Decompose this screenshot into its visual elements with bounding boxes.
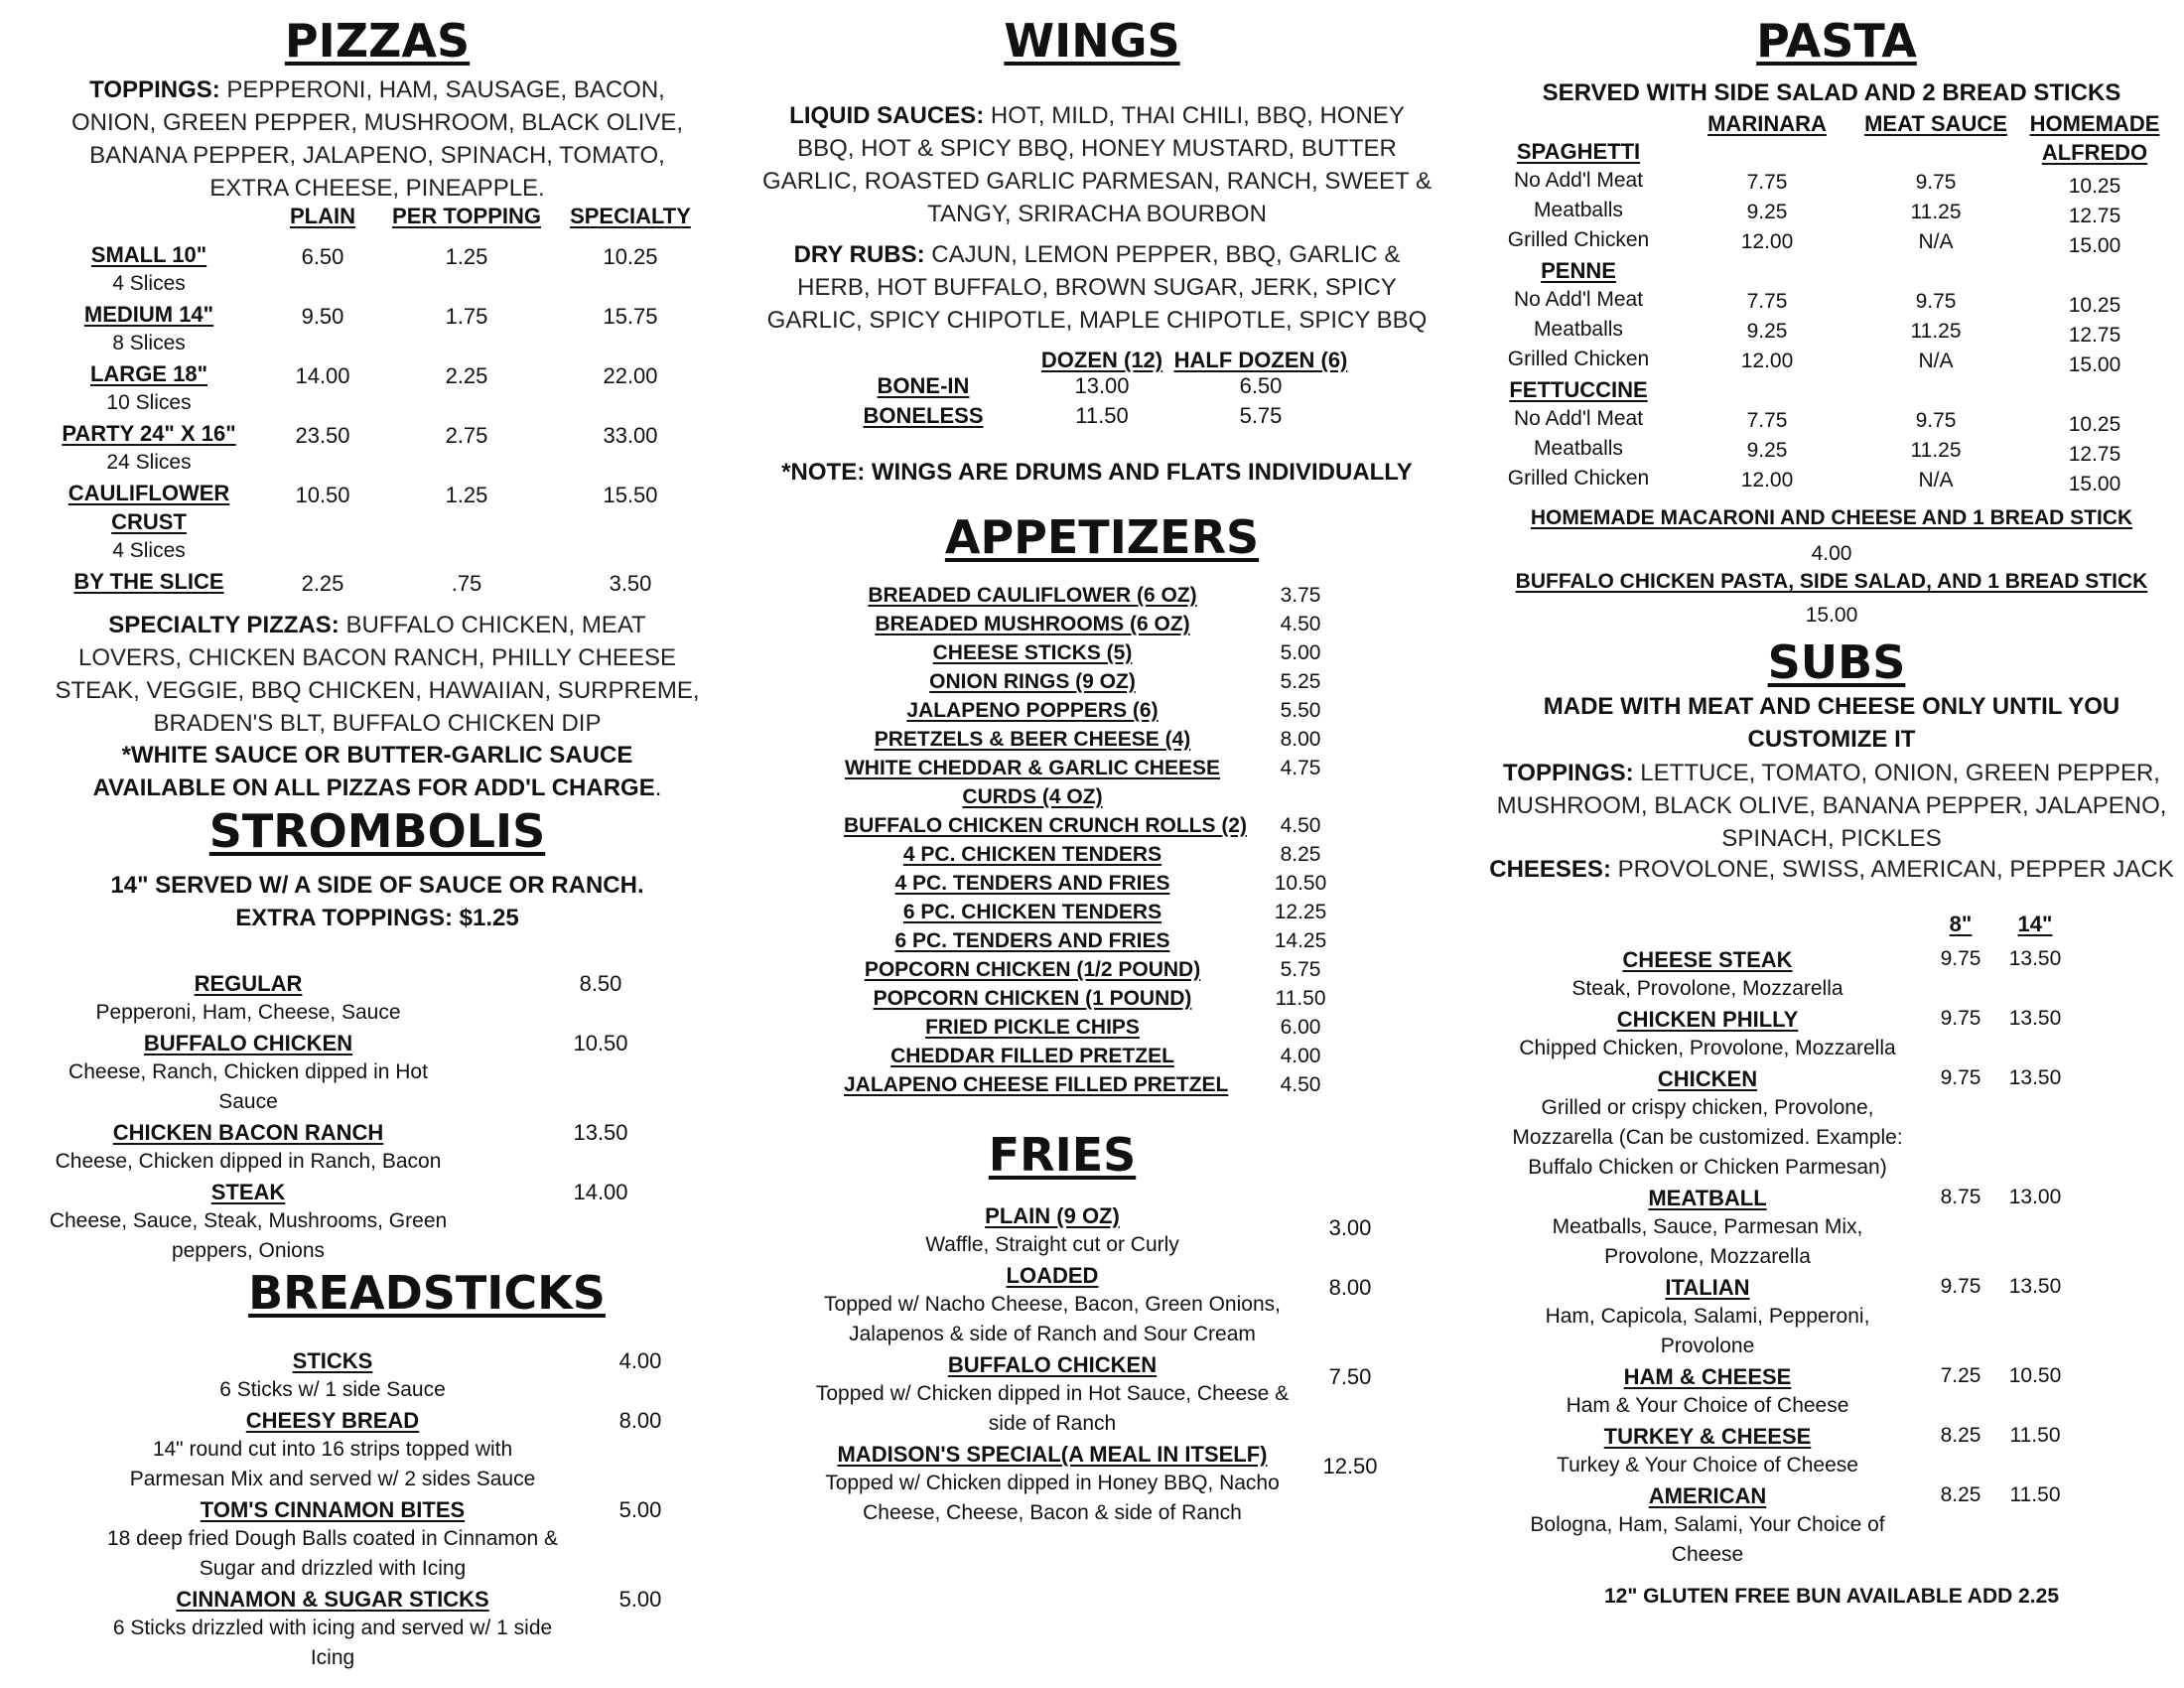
wings-note: *NOTE: WINGS ARE DRUMS AND FLATS INDIVIDUALLY [781, 459, 1413, 486]
appetizer-item-name: POPCORN CHICKEN (1 POUND) [873, 987, 1192, 1010]
appetizer-item-price: 12.25 [1274, 901, 1327, 923]
breadstick-item-desc: 6 Sticks drizzled with icing and served w/ 1 side [112, 1617, 553, 1639]
fries-item-desc: Jalapenos & side of Ranch and Sour Cream [849, 1323, 1256, 1345]
pizza-size-slices: 4 Slices [112, 539, 186, 562]
sub-price-14: 13.50 [2008, 1066, 2062, 1089]
appetizers-title: APPETIZERS [944, 510, 1260, 564]
mac-and-cheese-price: 4.00 [1811, 542, 1852, 565]
pasta-group-name: FETTUCCINE [1509, 377, 1648, 402]
pasta-price-meat-sauce: 11.25 [1910, 320, 1962, 343]
fries-item-name: LOADED [1006, 1263, 1099, 1288]
pasta-price-alfredo: 15.00 [2068, 353, 2121, 376]
sub-item-name: CHEESE STEAK [1622, 947, 1793, 972]
pasta-price-alfredo: 12.75 [2068, 324, 2121, 347]
fries-item-desc: Cheese, Cheese, Bacon & side of Ranch [863, 1501, 1242, 1524]
pasta-col-homemade: HOMEMADE [2029, 111, 2160, 136]
appetizer-item-name: ONION RINGS (9 OZ) [929, 670, 1136, 693]
fries-item-price: 7.50 [1328, 1364, 1372, 1389]
wings-title: WINGS [1004, 14, 1180, 68]
appetizer-item-price: 8.25 [1280, 843, 1321, 866]
pasta-price-marinara: 12.00 [1740, 350, 1794, 372]
strombolis-title: STROMBOLIS [208, 804, 546, 858]
sub-price-14: 13.00 [2008, 1186, 2062, 1208]
pasta-price-alfredo: 10.25 [2068, 175, 2121, 198]
sub-item-desc: Mozzarella (Can be customized. Example: [1512, 1126, 1903, 1149]
fries-item-price: 3.00 [1328, 1215, 1372, 1240]
wings-price-dozen: 11.50 [1075, 403, 1129, 428]
sub-item-desc: Turkey & Your Choice of Cheese [1557, 1454, 1858, 1477]
pizza-price-plain: 23.50 [295, 423, 350, 448]
pizza-size-slices: 4 Slices [112, 272, 186, 295]
stromboli-item-name: CHICKEN BACON RANCH [112, 1120, 384, 1145]
pasta-price-meat-sauce: N/A [1918, 350, 1954, 372]
subs-col-8: 8" [1949, 912, 1973, 936]
pizza-size-name: PARTY 24" X 16" [62, 421, 236, 446]
sub-price-14: 13.50 [2008, 947, 2062, 970]
subs-col-14: 14" [2017, 912, 2053, 936]
breadstick-item-name: CINNAMON & SUGAR STICKS [176, 1587, 489, 1612]
strombolis-subtitle-2: EXTRA TOPPINGS: $1.25 [235, 905, 519, 931]
stromboli-item-name: BUFFALO CHICKEN [143, 1031, 353, 1055]
pizzas-toppings-label: TOPPINGS: [89, 76, 220, 103]
appetizer-item-name: CHEDDAR FILLED PRETZEL [890, 1045, 1174, 1067]
sub-price-8: 9.75 [1940, 1275, 1981, 1298]
sauce-note-line2 [40, 774, 715, 802]
appetizer-item-price: 4.50 [1280, 1073, 1321, 1096]
pasta-price-marinara: 9.25 [1746, 201, 1788, 223]
subs-subtitle-2: CUSTOMIZE IT [1747, 726, 1916, 753]
pizza-price-specialty: 10.25 [603, 244, 658, 269]
pizza-size-name-line2: CRUST [111, 509, 187, 534]
pizza-size-name: SMALL 10" [90, 242, 207, 267]
fries-item-desc: Topped w/ Chicken dipped in Honey BBQ, Nacho [825, 1472, 1280, 1494]
fries-item-price: 12.50 [1322, 1454, 1378, 1478]
pasta-col-marinara: MARINARA [1707, 111, 1827, 136]
pasta-served-with: SERVED WITH SIDE SALAD AND 2 BREAD STICKS [1542, 79, 2121, 106]
sub-item-name: MEATBALL [1648, 1186, 1767, 1210]
sub-price-8: 9.75 [1940, 1007, 1981, 1030]
pizza-price-specialty: 15.50 [603, 483, 658, 507]
pasta-price-marinara: 7.75 [1746, 409, 1788, 432]
pasta-row-label: No Add'l Meat [1513, 288, 1644, 311]
appetizer-item-name: FRIED PICKLE CHIPS [925, 1016, 1140, 1039]
appetizer-item-price: 8.00 [1280, 728, 1321, 751]
pasta-price-meat-sauce: N/A [1918, 469, 1954, 492]
sub-item-name: ITALIAN [1665, 1275, 1750, 1300]
appetizer-item-price: 10.50 [1274, 872, 1327, 895]
subs-cheeses-label: CHEESES: [1489, 856, 1611, 883]
pizza-price-plain: 2.25 [301, 571, 344, 596]
breadstick-item-desc: Parmesan Mix and served w/ 2 sides Sauce [129, 1468, 536, 1490]
sub-price-8: 7.25 [1940, 1364, 1981, 1387]
pizza-size-name: LARGE 18" [89, 361, 207, 386]
wings-dry-rubs [759, 238, 1434, 337]
pasta-group-name: PENNE [1541, 258, 1616, 283]
stromboli-item-desc: peppers, Onions [171, 1239, 326, 1262]
wings-row-name: BONE-IN [877, 373, 970, 398]
fries-item-desc: Topped w/ Nacho Cheese, Bacon, Green Onions, [824, 1293, 1281, 1316]
stromboli-item-name: STEAK [210, 1180, 286, 1204]
appetizer-item-price: 11.50 [1275, 987, 1326, 1010]
subs-toppings [1494, 757, 2169, 855]
pasta-price-meat-sauce: 11.25 [1910, 201, 1962, 223]
pizzas-col-plain: PLAIN [290, 204, 355, 228]
fries-item-name: PLAIN (9 OZ) [985, 1203, 1120, 1228]
breadstick-item-price: 5.00 [618, 1497, 662, 1522]
pizzas-toppings-text: PEPPERONI, HAM, SAUSAGE, BACON, ONION, GREEN PEPPER, MUSHROOM, BLACK OLIVE, BANANA PEPPER, JALAPENO, SPINACH, TOMATO, EXTRA CHEESE, PINEAPPLE. [70, 76, 684, 202]
appetizer-item-name: WHITE CHEDDAR & GARLIC CHEESE [844, 757, 1220, 779]
specialty-pizzas-text: BUFFALO CHICKEN, MEAT LOVERS, CHICKEN BACON RANCH, PHILLY CHEESE STEAK, VEGGIE, BBQ CHICKEN, HAWAIIAN, SURPREME, BRADEN'S BLT, BUFFALO CHICKEN DIP [55, 612, 700, 737]
sub-item-desc: Meatballs, Sauce, Parmesan Mix, [1552, 1215, 1863, 1238]
wings-col-half-dozen: HALF DOZEN (6) [1173, 348, 1348, 372]
dry-rubs-text: CAJUN, LEMON PEPPER, BBQ, GARLIC & HERB, HOT BUFFALO, BROWN SUGAR, JERK, SPICY GARLIC, SPICY CHIPOTLE, MAPLE CHIPOTLE, SPICY BBQ [766, 241, 1428, 334]
appetizer-item-price: 5.50 [1280, 699, 1321, 722]
pizza-size-slices: 10 Slices [106, 391, 192, 414]
liquid-sauces-text: HOT, MILD, THAI CHILI, BBQ, HONEY BBQ, HOT & SPICY BBQ, HONEY MUSTARD, BUTTER GARLIC, ROASTED GARLIC PARMESAN, RANCH, SWEET & TANGY, SRIRACHA BOURBON [762, 102, 1432, 227]
appetizer-item-price: 4.75 [1280, 757, 1321, 779]
subs-subtitle-1: MADE WITH MEAT AND CHEESE ONLY UNTIL YOU [1543, 693, 2120, 720]
wings-price-dozen: 13.00 [1074, 373, 1130, 398]
appetizer-item-name: 6 PC. TENDERS AND FRIES [894, 929, 1170, 952]
appetizer-item-name: 6 PC. CHICKEN TENDERS [902, 901, 1162, 923]
sub-price-8: 8.25 [1940, 1424, 1981, 1447]
pasta-row-label: Meatballs [1534, 199, 1623, 221]
pasta-price-meat-sauce: 9.75 [1915, 171, 1957, 194]
stromboli-item-desc: Cheese, Ranch, Chicken dipped in Hot [68, 1060, 428, 1083]
appetizer-item-name: BUFFALO CHICKEN CRUNCH ROLLS (2) [844, 814, 1247, 837]
pizza-price-specialty: 22.00 [603, 363, 658, 388]
pasta-price-meat-sauce: 11.25 [1910, 439, 1962, 462]
breadstick-item-name: TOM'S CINNAMON BITES [200, 1497, 466, 1522]
sub-item-name: CHICKEN PHILLY [1616, 1007, 1799, 1032]
sub-item-name: TURKEY & CHEESE [1603, 1424, 1812, 1449]
pizza-price-per-topping: 2.25 [445, 363, 488, 388]
fries-title: FRIES [988, 1128, 1137, 1182]
appetizer-item-name: BREADED CAULIFLOWER (6 OZ) [868, 584, 1197, 607]
stromboli-item-desc: Pepperoni, Ham, Cheese, Sauce [95, 1001, 401, 1024]
stromboli-item-price: 8.50 [579, 971, 622, 996]
pizza-price-per-topping: 1.25 [445, 244, 488, 269]
breadstick-item-price: 5.00 [618, 1587, 662, 1612]
buffalo-chicken-pasta-price: 15.00 [1805, 604, 1858, 627]
sub-item-desc: Buffalo Chicken or Chicken Parmesan) [1528, 1156, 1887, 1179]
sub-item-desc: Grilled or crispy chicken, Provolone, [1541, 1096, 1874, 1119]
pasta-group-name: SPAGHETTI [1516, 139, 1641, 164]
buffalo-chicken-pasta-name: BUFFALO CHICKEN PASTA, SIDE SALAD, AND 1 BREAD STICK [1515, 570, 2148, 593]
dry-rubs-label: DRY RUBS: [793, 241, 925, 268]
fries-item-name: MADISON'S SPECIAL(A MEAL IN ITSELF) [837, 1442, 1268, 1467]
pizza-size-slices: 8 Slices [112, 332, 186, 354]
stromboli-item-name: REGULAR [194, 971, 303, 996]
appetizer-item-name: JALAPENO CHEESE FILLED PRETZEL [844, 1073, 1229, 1096]
appetizer-item-name: JALAPENO POPPERS (6) [906, 699, 1159, 722]
sub-item-name: AMERICAN [1648, 1483, 1767, 1508]
pasta-price-alfredo: 12.75 [2068, 205, 2121, 227]
pizza-price-specialty: 33.00 [603, 423, 658, 448]
pasta-row-label: Grilled Chicken [1507, 467, 1650, 490]
subs-title: SUBS [1767, 635, 1906, 689]
pasta-price-meat-sauce: 9.75 [1915, 290, 1957, 313]
appetizer-item-price: 5.25 [1280, 670, 1321, 693]
subs-cheeses-text: PROVOLONE, SWISS, AMERICAN, PEPPER JACK [1617, 856, 2174, 883]
appetizer-item-name: 4 PC. TENDERS AND FRIES [894, 872, 1170, 895]
pizzas-col-specialty: SPECIALTY [570, 204, 691, 228]
appetizer-item-price: 5.00 [1280, 641, 1321, 664]
sub-price-8: 8.75 [1940, 1186, 1981, 1208]
pasta-col-alfredo: ALFREDO [2041, 140, 2148, 165]
pizza-size-name: CAULIFLOWER [68, 481, 230, 505]
subs-toppings-text: LETTUCE, TOMATO, ONION, GREEN PEPPER, MUSHROOM, BLACK OLIVE, BANANA PEPPER, JALAPENO, SPINACH, PICKLES [1496, 760, 2167, 852]
appetizer-item-name: 4 PC. CHICKEN TENDERS [902, 843, 1162, 866]
strombolis-subtitle-1: 14" SERVED W/ A SIDE OF SAUCE OR RANCH. [110, 872, 644, 899]
pasta-price-alfredo: 10.25 [2068, 413, 2121, 436]
pizza-price-per-topping: 2.75 [445, 423, 488, 448]
fries-item-desc: Topped w/ Chicken dipped in Hot Sauce, Cheese & [815, 1382, 1290, 1405]
sub-price-14: 13.50 [2008, 1275, 2062, 1298]
sub-item-desc: Chipped Chicken, Provolone, Mozzarella [1519, 1037, 1896, 1059]
appetizer-item-price: 14.25 [1274, 929, 1327, 952]
pasta-price-marinara: 7.75 [1746, 290, 1788, 313]
pizza-price-per-topping: 1.75 [445, 304, 488, 329]
appetizer-item-price: 4.00 [1280, 1045, 1321, 1067]
sub-item-name: HAM & CHEESE [1623, 1364, 1792, 1389]
breadstick-item-desc: 6 Sticks w/ 1 side Sauce [219, 1378, 446, 1401]
stromboli-item-price: 10.50 [573, 1031, 628, 1055]
pasta-row-label: Meatballs [1534, 437, 1623, 460]
breadstick-item-desc: 18 deep fried Dough Balls coated in Cinnamon & [106, 1527, 559, 1550]
pizza-price-plain: 9.50 [301, 304, 344, 329]
pasta-price-marinara: 12.00 [1740, 469, 1794, 492]
breadsticks-title: BREADSTICKS [248, 1266, 606, 1320]
pasta-row-label: Meatballs [1534, 318, 1623, 341]
fries-item-name: BUFFALO CHICKEN [947, 1352, 1158, 1377]
pasta-title: PASTA [1756, 14, 1917, 68]
stromboli-item-desc: Cheese, Sauce, Steak, Mushrooms, Green [49, 1209, 448, 1232]
pasta-price-marinara: 9.25 [1746, 320, 1788, 343]
breadstick-item-name: STICKS [292, 1348, 373, 1373]
pizzas-col-per-topping: PER TOPPING [392, 204, 541, 228]
sub-item-name: CHICKEN [1657, 1066, 1758, 1091]
breadstick-item-price: 4.00 [618, 1348, 662, 1373]
pasta-row-label: No Add'l Meat [1513, 407, 1644, 430]
pizza-size-name: MEDIUM 14" [83, 302, 214, 327]
sauce-note-period: . [654, 774, 662, 801]
sub-item-desc: Ham, Capicola, Salami, Pepperoni, [1545, 1305, 1870, 1328]
pizza-price-plain: 14.00 [295, 363, 350, 388]
sub-item-desc: Bologna, Ham, Salami, Your Choice of [1530, 1513, 1885, 1536]
pizza-size-slices: 24 Slices [106, 451, 192, 474]
fries-item-desc: Waffle, Straight cut or Curly [925, 1233, 1179, 1256]
pasta-price-meat-sauce: N/A [1918, 230, 1954, 253]
breadstick-item-price: 8.00 [618, 1408, 662, 1433]
breadstick-item-desc: 14" round cut into 16 strips topped with [152, 1438, 513, 1461]
sauce-note-line1: *WHITE SAUCE OR BUTTER-GARLIC SAUCE [121, 742, 633, 769]
sub-price-14: 10.50 [2008, 1364, 2062, 1387]
pizza-size-name: BY THE SLICE [73, 569, 224, 594]
specialty-pizzas-label: SPECIALTY PIZZAS: [108, 612, 340, 638]
sub-price-14: 11.50 [2009, 1483, 2061, 1506]
sub-price-14: 13.50 [2008, 1007, 2062, 1030]
appetizer-item-price: 3.75 [1280, 584, 1321, 607]
sub-price-14: 11.50 [2009, 1424, 2061, 1447]
appetizer-item-name: BREADED MUSHROOMS (6 OZ) [875, 613, 1190, 635]
pizza-price-specialty: 3.50 [609, 571, 652, 596]
pasta-price-marinara: 9.25 [1746, 439, 1788, 462]
stromboli-item-desc: Sauce [218, 1090, 278, 1113]
sub-item-desc: Provolone, Mozzarella [1604, 1245, 1811, 1268]
appetizer-item-name: CHEESE STICKS (5) [932, 641, 1133, 664]
stromboli-item-price: 14.00 [573, 1180, 628, 1204]
appetizer-item-name: PRETZELS & BEER CHEESE (4) [874, 728, 1191, 751]
pasta-price-alfredo: 12.75 [2068, 443, 2121, 466]
pasta-price-meat-sauce: 9.75 [1915, 409, 1957, 432]
sub-price-8: 9.75 [1940, 947, 1981, 970]
pizza-price-specialty: 15.75 [603, 304, 658, 329]
subs-toppings-label: TOPPINGS: [1503, 760, 1634, 786]
specialty-pizzas [55, 609, 700, 740]
breadstick-item-name: CHEESY BREAD [245, 1408, 420, 1433]
pasta-price-alfredo: 15.00 [2068, 234, 2121, 257]
sub-item-desc: Cheese [1671, 1543, 1744, 1566]
breadstick-item-desc: Sugar and drizzled with Icing [199, 1557, 467, 1580]
pizza-price-plain: 10.50 [295, 483, 350, 507]
stromboli-item-price: 13.50 [573, 1120, 628, 1145]
pizzas-title: PIZZAS [284, 14, 471, 68]
pasta-price-marinara: 7.75 [1746, 171, 1788, 194]
pasta-price-alfredo: 15.00 [2068, 473, 2121, 495]
appetizer-item-price: 5.75 [1280, 958, 1321, 981]
appetizer-item-name-line2: CURDS (4 OZ) [962, 785, 1103, 808]
pasta-price-marinara: 12.00 [1740, 230, 1794, 253]
sub-price-8: 9.75 [1940, 1066, 1981, 1089]
appetizer-item-name: POPCORN CHICKEN (1/2 POUND) [864, 958, 1201, 981]
appetizer-item-price: 4.50 [1280, 814, 1321, 837]
pasta-price-alfredo: 10.25 [2068, 294, 2121, 317]
appetizer-item-price: 6.00 [1280, 1016, 1321, 1039]
sub-price-8: 8.25 [1940, 1483, 1981, 1506]
sub-item-desc: Steak, Provolone, Mozzarella [1571, 977, 1843, 1000]
pizzas-toppings [50, 73, 705, 205]
pasta-col-meat-sauce: MEAT SAUCE [1864, 111, 2007, 136]
gluten-free-note: 12" GLUTEN FREE BUN AVAILABLE ADD 2.25 [1603, 1585, 2059, 1608]
mac-and-cheese-name: HOMEMADE MACARONI AND CHEESE AND 1 BREAD STICK [1530, 506, 2133, 529]
wings-liquid-sauces [759, 99, 1434, 230]
stromboli-item-desc: Cheese, Chicken dipped in Ranch, Bacon [55, 1150, 442, 1173]
pizza-price-plain: 6.50 [301, 244, 344, 269]
pasta-row-label: Grilled Chicken [1507, 228, 1650, 251]
subs-cheeses [1489, 856, 2174, 884]
wings-price-half-dozen: 5.75 [1239, 403, 1283, 428]
wings-row-name: BONELESS [863, 403, 984, 428]
pizza-price-per-topping: 1.25 [445, 483, 488, 507]
sauce-note-text: AVAILABLE ON ALL PIZZAS FOR ADD'L CHARGE [92, 774, 655, 801]
sub-item-desc: Provolone [1660, 1335, 1755, 1357]
wings-price-half-dozen: 6.50 [1239, 373, 1283, 398]
liquid-sauces-label: LIQUID SAUCES: [789, 102, 985, 129]
fries-item-price: 8.00 [1328, 1275, 1372, 1300]
pizza-price-per-topping: .75 [451, 571, 482, 596]
appetizer-item-price: 4.50 [1280, 613, 1321, 635]
breadstick-item-desc: Icing [310, 1646, 355, 1669]
fries-item-desc: side of Ranch [988, 1412, 1117, 1435]
wings-col-dozen: DOZEN (12) [1040, 348, 1163, 372]
pasta-row-label: No Add'l Meat [1513, 169, 1644, 192]
sub-item-desc: Ham & Your Choice of Cheese [1566, 1394, 1849, 1417]
pasta-row-label: Grilled Chicken [1507, 348, 1650, 370]
